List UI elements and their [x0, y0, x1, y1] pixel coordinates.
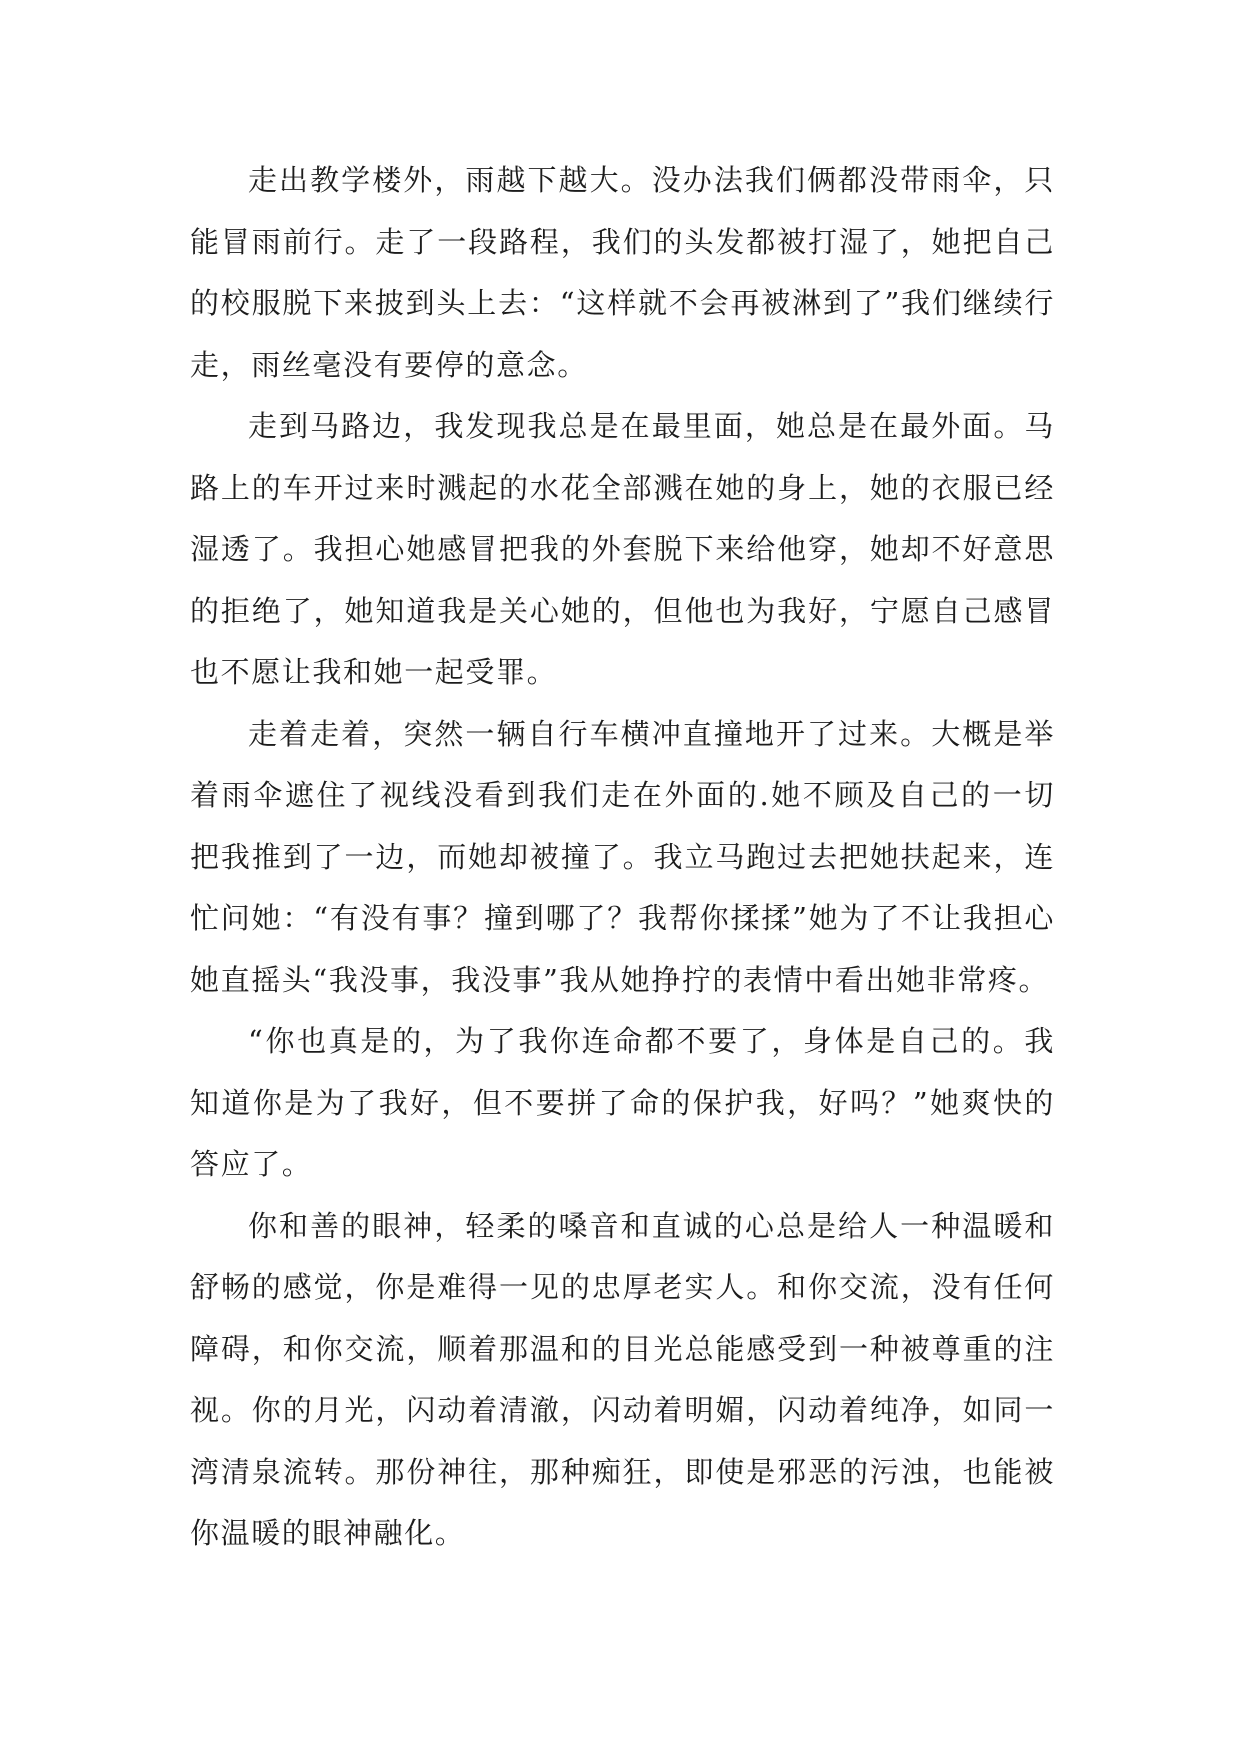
paragraph-2: 走到马路边，我发现我总是在最里面，她总是在最外面。马路上的车开过来时溅起的水花全部溅在她的身上，她的衣服已经湿透了。我担心她感冒把我的外套脱下来给他穿，她却不好意思的拒绝了，她知道我是关心她的，但他也为我好，宁愿自己感冒也不愿让我和她一起受罪。	[190, 409, 1055, 689]
paragraph-1: 走出教学楼外，雨越下越大。没办法我们俩都没带雨伞，只能冒雨前行。走了一段路程，我们的头发都被打湿了，她把自己的校服脱下来披到头上去：“这样就不会再被淋到了”我们继续行走，雨丝毫没有要停的意念。	[190, 163, 1055, 382]
paragraph-3: 走着走着，突然一辆自行车横冲直撞地开了过来。大概是举着雨伞遮住了视线没看到我们走在外面的.她不顾及自己的一切把我推到了一边，而她却被撞了。我立马跑过去把她扶起来，连忙问她：“有没有事？撞到哪了？我帮你揉揉”她为了不让我担心她直摇头“我没事，我没事”我从她挣拧的表情中看出她非常疼。	[190, 716, 1055, 997]
paragraph-5: 你和善的眼神，轻柔的嗓音和直诚的心总是给人一种温暖和舒畅的感觉，你是难得一见的忠厚老实人。和你交流，没有任何障碍，和你交流，顺着那温和的目光总能感受到一种被尊重的注视。你的月光，闪动着清澈，闪动着明媚，闪动着纯净，如同一湾清泉流转。那份神往，那种痴狂，即使是邪恶的污浊，也能被你温暖的眼神融化。	[190, 1208, 1055, 1550]
document-body	[190, 150, 1055, 1565]
paragraph-4: “你也真是的，为了我你连命都不要了，身体是自己的。我知道你是为了我好，但不要拼了命的保护我，好吗？”她爽快的答应了。	[190, 1024, 1055, 1181]
